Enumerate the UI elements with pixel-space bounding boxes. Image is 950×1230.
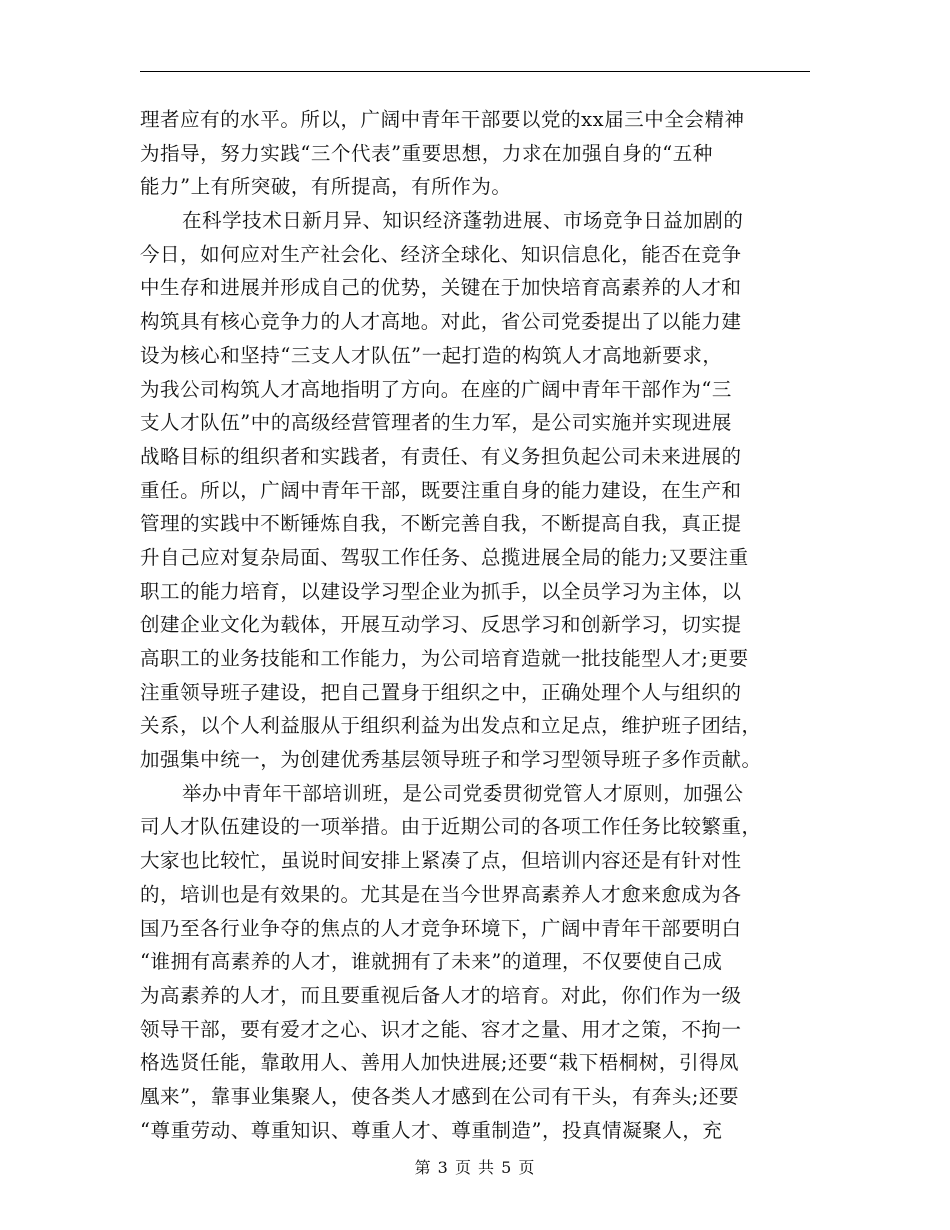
text-line: 领导干部，要有爱才之心、识才之能、容才之量、用才之策，不拘一 [140,1017,742,1041]
text-line: “谁拥有高素养的人才，谁就拥有了未来”的道理，不仅要使自己成 [140,950,723,974]
text-line: 关系，以个人利益服从于组织利益为出发点和立足点，维护班子团结， [140,714,762,738]
text-line: 为我公司构筑人才高地指明了方向。在座的广阔中青年干部作为“三 [140,377,732,401]
text-line: 构筑具有核心竞争力的人才高地。对此，省公司党委提出了以能力建 [140,310,742,334]
text-line: 国乃至各行业争夺的焦点的人才竞争环境下，广阔中青年干部要明白 [140,916,742,940]
text-line: 为高素养的人才，而且要重视后备人才的培育。对此，你们作为一级 [140,983,742,1007]
page-footer: 第 3 页 共 5 页 [414,1158,536,1177]
text-line: 的，培训也是有效果的。尤其是在当今世界高素养人才愈来愈成为各 [140,882,742,906]
text-line: 支人才队伍”中的高级经营管理者的生力军，是公司实施并实现进展 [140,411,732,435]
text-line: 高职工的业务技能和工作能力，为公司培育造就一批技能型人才;更要 [140,647,749,670]
text-line: 在科学技术日新月异、知识经济蓬勃进展、市场竞争日益加剧的 [182,209,744,233]
header-rule [140,71,810,72]
text-line: 理者应有的水平。所以，广阔中青年干部要以党的xx届三中全会精神 [140,108,745,131]
text-line: 战略目标的组织者和实践者，有责任、有义务担负起公司未来进展的 [140,444,742,468]
text-line: 司人才队伍建设的一项举措。由于近期公司的各项工作任务比较繁重， [140,815,762,839]
text-line: 举办中青年干部培训班，是公司党委贯彻党管人才原则，加强公 [182,781,744,805]
body-text [140,103,810,1147]
text-line: 重任。所以，广阔中青年干部，既要注重自身的能力建设，在生产和 [140,478,742,502]
text-line: “尊重劳动、尊重知识、尊重人才、尊重制造”，投真情凝聚人，充 [140,1118,723,1142]
text-line: 为指导，努力实践“三个代表”重要思想，力求在加强自身的“五种 [140,141,713,165]
text-line: 设为核心和坚持“三支人才队伍”一起打造的构筑人才高地新要求， [140,343,723,367]
text-line: 格选贤任能，靠敢用人、善用人加快进展;还要“栽下梧桐树，引得凤 [140,1051,740,1075]
text-line: 创建企业文化为载体，开展互动学习、反思学习和创新学习，切实提 [140,613,742,637]
text-line: 管理的实践中不断锤炼自我，不断完善自我，不断提高自我，真正提 [140,512,742,536]
text-line: 大家也比较忙，虽说时间安排上紧凑了点，但培训内容还是有针对性 [140,849,742,873]
text-line: 升自己应对复杂局面、驾驭工作任务、总揽进展全局的能力;又要注重 [140,545,749,569]
text-line: 能力”上有所突破，有所提高，有所作为。 [140,175,512,199]
text-line: 今日，如何应对生产社会化、经济全球化、知识信息化，能否在竞争 [140,242,742,266]
text-line: 中生存和进展并形成自己的优势，关键在于加快培育高素养的人才和 [140,276,742,300]
text-line: 注重领导班子建设，把自己置身于组织之中，正确处理个人与组织的 [140,680,742,704]
text-line: 职工的能力培育，以建设学习型企业为抓手，以全员学习为主体，以 [140,579,742,603]
paragraph [140,103,810,204]
paragraph [140,777,810,1148]
text-line: 凰来”，靠事业集聚人，使各类人才感到在公司有干头，有奔头;还要 [140,1084,740,1108]
paragraph [140,204,810,777]
text-line: 加强集中统一，为创建优秀基层领导班子和学习型领导班子多作贡献。 [140,748,762,772]
